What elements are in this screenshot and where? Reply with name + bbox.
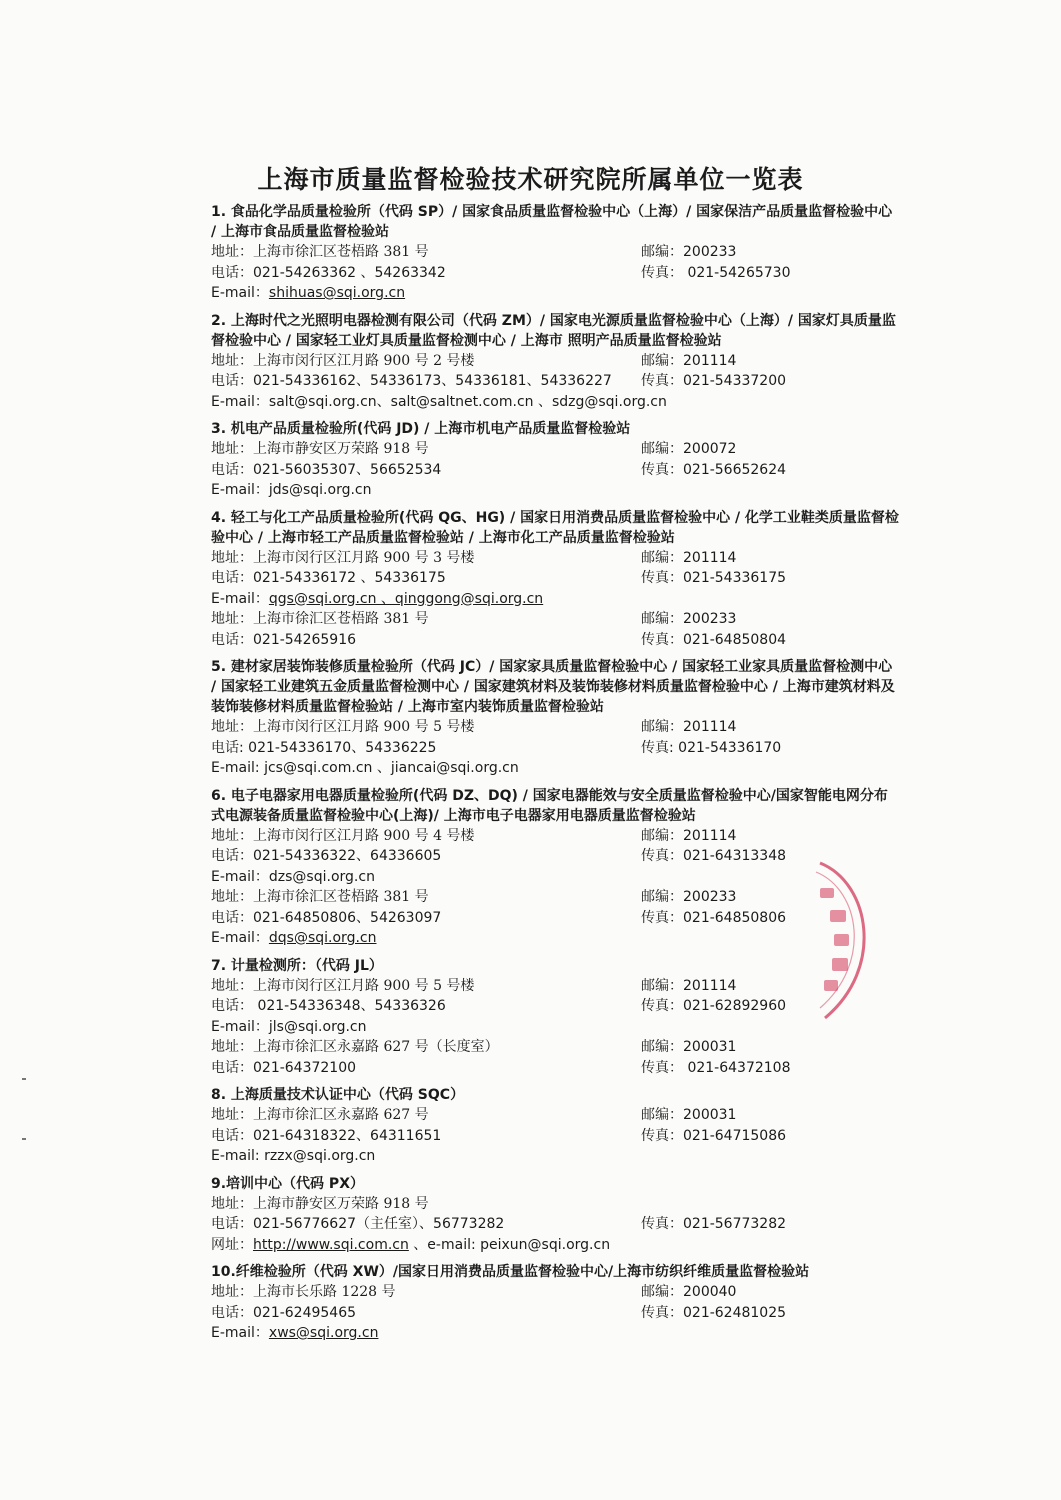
postcode-text: 邮编：200040 <box>641 1284 737 1300</box>
phone-line <box>211 568 901 589</box>
phone-text: 电话：021-54265916 <box>211 631 357 648</box>
address-text: 地址：上海市徐汇区永嘉路 627 号（长度室） <box>211 1039 499 1055</box>
email-link[interactable]: qgs@sqi.org.cn 、qinggong@sqi.org.cn <box>268 590 544 607</box>
fax-text: 传真：021-64313348 <box>641 848 787 864</box>
email-line <box>211 867 901 888</box>
phone-text: 电话：021-56776627（主任室）、56773282 <box>211 1216 505 1232</box>
fax-text: 传真：021-62481025 <box>641 1304 787 1321</box>
address-text: 地址：上海市静安区万荣路 918 号 <box>211 441 429 457</box>
postcode-text: 邮编：201114 <box>641 352 737 369</box>
unit-heading: 5. 建材家居装饰装修质量检验所（代码 JC）/ 国家家具质量监督检验中心 / 国家轻工业家具质量监督检测中心 / 国家轻工业建筑五金质量监督检测中心 / 国家建筑材料及装饰装修材料质量监督检验中心 / 上海市建筑材料及装饰装修材料质量监督检验站 / 上海市室内装饰质量监督检验站 <box>211 659 895 715</box>
scan-speck <box>22 1138 26 1140</box>
address-line <box>211 717 901 738</box>
address-line <box>211 887 901 908</box>
phone-text: 电话：021-54336162、54336173、54336181、54336227 <box>211 373 612 389</box>
contact-block <box>211 548 901 610</box>
email-label: E-mail： <box>211 930 269 946</box>
email-link[interactable]: http://www.sqi.com.cn <box>253 1236 409 1253</box>
email-link[interactable]: jcs@sqi.com.cn 、jiancai@sqi.org.cn <box>264 760 519 776</box>
email-label: E-mail： <box>211 590 269 607</box>
postcode-text: 邮编：201114 <box>641 549 737 566</box>
unit-entry <box>211 657 901 779</box>
postcode-text: 邮编：200072 <box>641 441 737 457</box>
fax-text: 传真：021-54337200 <box>641 373 787 389</box>
phone-line <box>211 1303 901 1324</box>
phone-line <box>211 1214 901 1235</box>
contact-block <box>211 976 901 1038</box>
email-link[interactable]: salt@sqi.org.cn、salt@saltnet.com.cn 、sdzg@sqi.org.cn <box>268 393 667 410</box>
phone-line <box>211 996 901 1017</box>
address-line <box>211 609 901 630</box>
unit-heading: 10.纤维检验所（代码 XW）/国家日用消费品质量监督检验中心/上海市纺织纤维质量监督检验站 <box>211 1264 810 1280</box>
phone-line <box>211 263 901 284</box>
address-line <box>211 351 901 372</box>
email-label: E-mail： <box>211 285 269 301</box>
email-line <box>211 283 901 304</box>
phone-text: 电话：021-54263362 、54263342 <box>211 264 446 281</box>
address-text: 地址：上海市徐汇区苍梧路 381 号 <box>211 889 429 905</box>
phone-line <box>211 908 901 929</box>
email-line <box>211 480 901 501</box>
postcode-text: 邮编：201114 <box>641 977 737 994</box>
address-text: 地址：上海市闵行区江月路 900 号 5 号楼 <box>211 977 475 994</box>
email-label: E-mail： <box>211 1325 269 1341</box>
unit-heading: 7. 计量检测所：（代码 JL） <box>211 957 383 974</box>
email-line <box>211 928 901 949</box>
fax-text: 传真：021-64850804 <box>641 631 787 648</box>
email-label: E-mail： <box>211 393 269 410</box>
contact-block <box>211 242 901 304</box>
address-line <box>211 976 901 997</box>
unit-entry <box>211 1085 901 1167</box>
address-text: 地址：上海市徐汇区苍梧路 381 号 <box>211 244 429 260</box>
contact-block <box>211 1105 901 1167</box>
page-title: 上海市质量监督检验技术研究院所属单位一览表 <box>257 165 804 194</box>
contact-block <box>211 1194 901 1256</box>
contact-block <box>211 609 901 650</box>
email-label: E-mail： <box>211 1018 269 1035</box>
address-line <box>211 826 901 847</box>
email-line <box>211 589 901 610</box>
address-line <box>211 1194 901 1215</box>
unit-entry <box>211 419 901 501</box>
unit-entry <box>211 786 901 949</box>
unit-heading: 3. 机电产品质量检验所(代码 JD) / 上海市机电产品质量监督检验站 <box>211 421 631 437</box>
email-line <box>211 1146 901 1167</box>
fax-text: 传真：021-64715086 <box>641 1127 787 1144</box>
phone-line <box>211 1126 901 1147</box>
email-extra: 、e-mail: peixun@sqi.org.cn <box>408 1236 611 1253</box>
unit-entry <box>211 311 901 413</box>
address-line <box>211 242 901 263</box>
contact-block <box>211 1037 901 1078</box>
address-text: 地址：上海市闵行区江月路 900 号 4 号楼 <box>211 827 475 844</box>
unit-heading: 1. 食品化学品质量检验所（代码 SP）/ 国家食品质量监督检验中心（上海）/ 国家保洁产品质量监督检验中心 / 上海市食品质量监督检验站 <box>211 204 893 240</box>
phone-line <box>211 460 901 481</box>
phone-text: 电话：021-64850806、54263097 <box>211 909 442 926</box>
unit-heading: 6. 电子电器家用电器质量检验所(代码 DZ、DQ) / 国家电器能效与安全质量监督检验中心/国家智能电网分布式电源装备质量监督检验中心(上海)/ 上海市电子电器家用电器质量监督检验站 <box>211 787 888 824</box>
email-link[interactable]: shihuas@sqi.org.cn <box>268 285 406 301</box>
unit-entry <box>211 508 901 651</box>
postcode-text: 邮编：201114 <box>641 827 737 844</box>
address-text: 地址：上海市徐汇区永嘉路 627 号 <box>211 1107 429 1123</box>
phone-line <box>211 846 901 867</box>
unit-entry <box>211 202 901 304</box>
fax-text: 传真： 021-64372108 <box>641 1059 791 1076</box>
fax-text: 传真：021-54336175 <box>641 570 787 586</box>
email-line <box>211 1323 901 1344</box>
unit-heading: 9.培训中心（代码 PX） <box>211 1175 364 1192</box>
email-label: 网址： <box>211 1236 253 1253</box>
unit-entry <box>211 956 901 1079</box>
unit-entry <box>211 1174 901 1256</box>
fax-text: 传真：021-64850806 <box>641 909 787 926</box>
contact-block <box>211 717 901 779</box>
email-link[interactable]: rzzx@sqi.org.cn <box>264 1148 376 1164</box>
fax-text: 传真：021-56773282 <box>641 1216 787 1232</box>
email-link[interactable]: xws@sqi.org.cn <box>268 1325 379 1341</box>
email-line <box>211 758 901 779</box>
fax-text: 传真： 021-54265730 <box>641 264 791 281</box>
phone-text: 电话：021-54336172 、54336175 <box>211 570 446 586</box>
phone-text: 电话：021-54336322、64336605 <box>211 848 442 864</box>
phone-text: 电话：021-64372100 <box>211 1059 357 1076</box>
email-link[interactable]: jds@sqi.org.cn <box>268 482 372 498</box>
address-line <box>211 1105 901 1126</box>
address-text: 地址：上海市闵行区江月路 900 号 3 号楼 <box>211 549 475 566</box>
email-link[interactable]: jls@sqi.org.cn <box>268 1018 367 1035</box>
phone-text: 电话： 021-54336348、54336326 <box>211 998 446 1014</box>
unit-heading: 4. 轻工与化工产品质量检验所(代码 QG、HG) / 国家日用消费品质量监督检验中心 / 化学工业鞋类质量监督检验中心 / 上海市轻工产品质量监督检验站 / 上海市化工产品质量监督检验站 <box>211 509 899 546</box>
phone-text: 电话: 021-54336170、54336225 <box>211 739 437 756</box>
email-line <box>211 1235 901 1256</box>
contact-block <box>211 439 901 501</box>
address-line <box>211 548 901 569</box>
postcode-text: 邮编：200031 <box>641 1039 737 1055</box>
postcode-text: 邮编：200233 <box>641 611 737 627</box>
phone-text: 电话：021-64318322、64311651 <box>211 1127 442 1144</box>
phone-line <box>211 371 901 392</box>
email-label: E-mail： <box>211 482 269 498</box>
address-text: 地址：上海市长乐路 1228 号 <box>211 1284 396 1300</box>
contact-block <box>211 826 901 888</box>
phone-text: 电话：021-62495465 <box>211 1304 357 1321</box>
email-link[interactable]: dqs@sqi.org.cn <box>268 930 377 946</box>
phone-line <box>211 738 901 759</box>
unit-list <box>211 202 901 1351</box>
email-line <box>211 392 901 413</box>
address-text: 地址：上海市徐汇区苍梧路 381 号 <box>211 611 429 627</box>
address-text: 地址：上海市闵行区江月路 900 号 5 号楼 <box>211 719 475 735</box>
fax-text: 传真: 021-54336170 <box>641 739 782 756</box>
contact-block <box>211 887 901 949</box>
address-line <box>211 439 901 460</box>
fax-text: 传真：021-56652624 <box>641 461 787 478</box>
phone-line <box>211 1058 901 1079</box>
contact-block <box>211 1282 901 1344</box>
phone-text: 电话：021-56035307、56652534 <box>211 461 442 478</box>
email-line <box>211 1017 901 1038</box>
email-link[interactable]: dzs@sqi.org.cn <box>268 868 375 885</box>
fax-text: 传真：021-62892960 <box>641 998 787 1014</box>
postcode-text: 邮编：200233 <box>641 244 737 260</box>
postcode-text: 邮编：200233 <box>641 889 737 905</box>
address-text: 地址：上海市闵行区江月路 900 号 2 号楼 <box>211 352 475 369</box>
address-line <box>211 1282 901 1303</box>
scan-speck <box>22 1078 26 1080</box>
email-label: E-mail: <box>211 760 265 776</box>
email-label: E-mail： <box>211 868 269 885</box>
unit-entry <box>211 1262 901 1344</box>
address-text: 地址：上海市静安区万荣路 918 号 <box>211 1195 429 1212</box>
contact-block <box>211 351 901 413</box>
phone-line <box>211 630 901 651</box>
postcode-text: 邮编：200031 <box>641 1107 737 1123</box>
email-label: E-mail: <box>211 1148 265 1164</box>
postcode-text: 邮编：201114 <box>641 719 737 735</box>
unit-heading: 8. 上海质量技术认证中心（代码 SQC） <box>211 1087 465 1103</box>
unit-heading: 2. 上海时代之光照明电器检测有限公司（代码 ZM）/ 国家电光源质量监督检验中心（上海）/ 国家灯具质量监督检验中心 / 国家轻工业灯具质量监督检测中心 / 上海市 照明产品质量监督检验站 <box>211 312 896 349</box>
address-line <box>211 1037 901 1058</box>
